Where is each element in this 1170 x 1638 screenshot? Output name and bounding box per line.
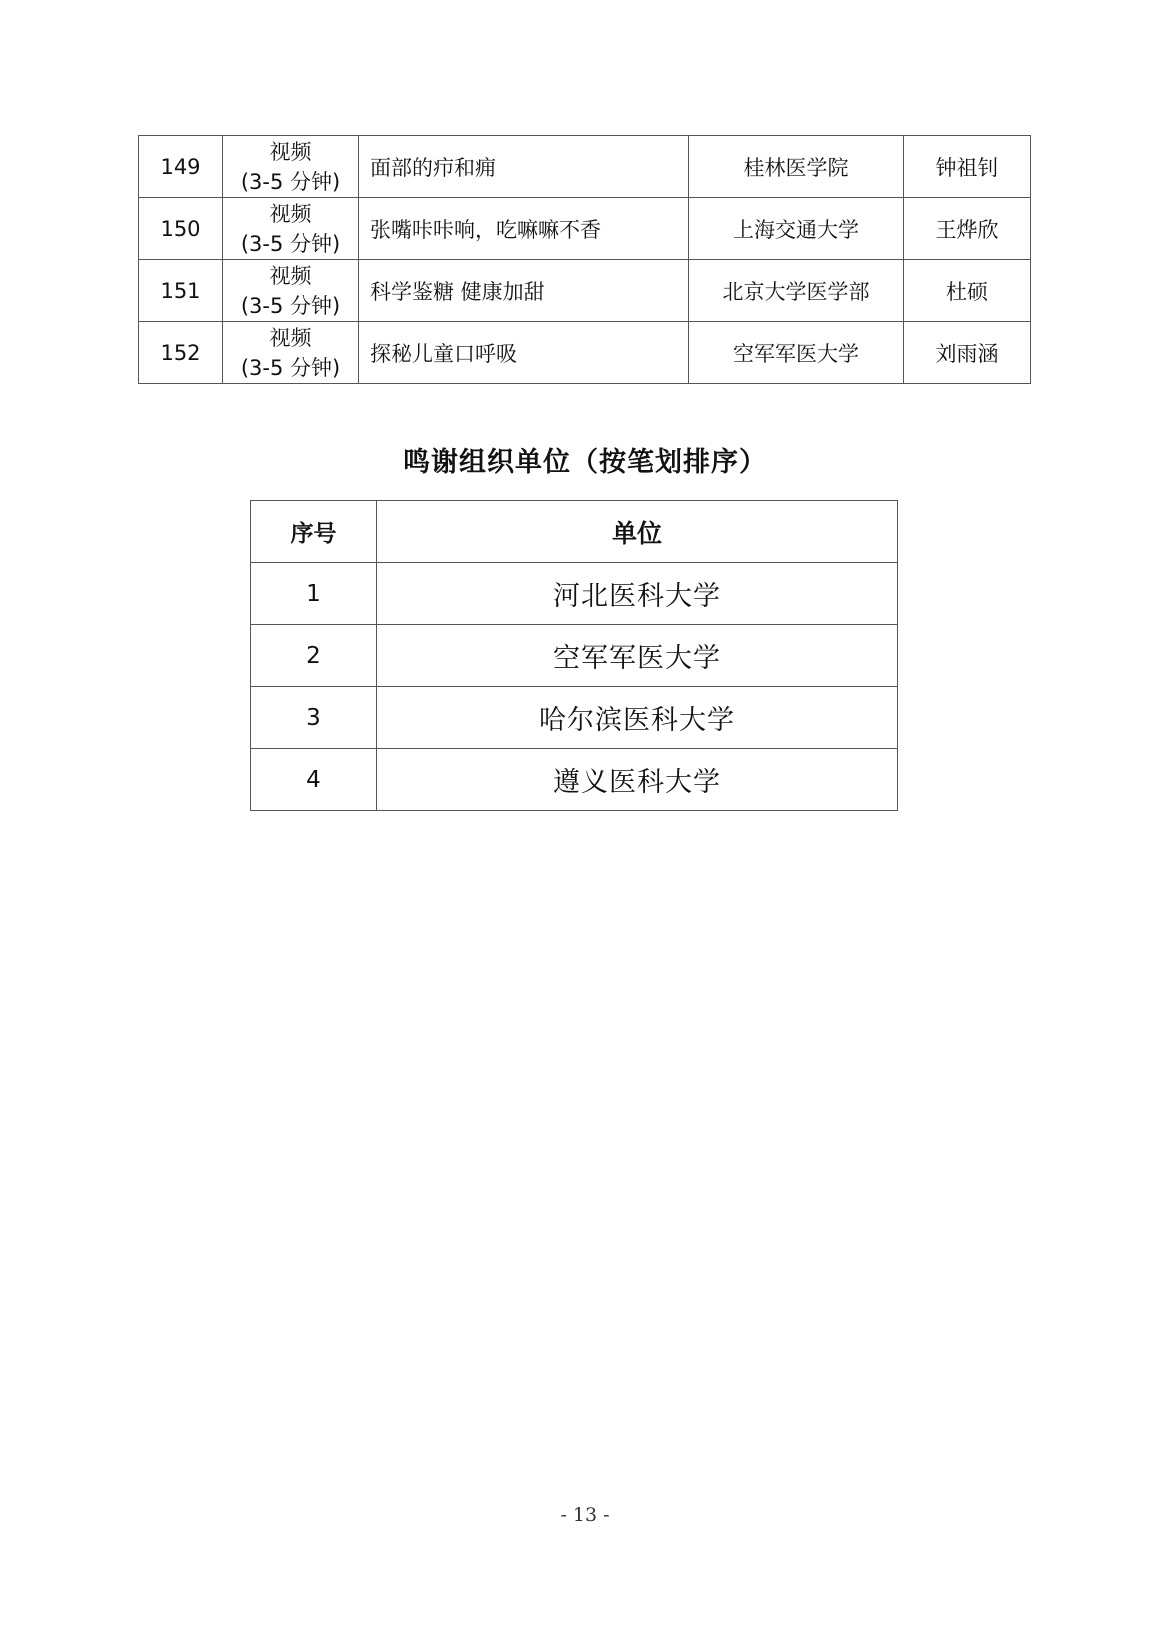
row-seq: 2 xyxy=(251,625,377,687)
entry-type xyxy=(223,136,359,198)
thanks-table xyxy=(250,500,898,811)
table-row xyxy=(139,322,1031,384)
column-header-unit: 单位 xyxy=(377,501,898,563)
entry-title: 科学鉴糖 健康加甜 xyxy=(359,260,689,322)
entry-organization: 北京大学医学部 xyxy=(689,260,904,322)
entry-type xyxy=(223,322,359,384)
entry-author: 钟祖钊 xyxy=(904,136,1031,198)
entry-type-line2: (3-5 分钟) xyxy=(240,231,341,256)
row-number: 152 xyxy=(139,322,223,384)
row-seq: 3 xyxy=(251,687,377,749)
row-seq: 4 xyxy=(251,749,377,811)
row-unit: 遵义医科大学 xyxy=(377,749,898,811)
row-unit: 空军军医大学 xyxy=(377,625,898,687)
entry-type-line1: 视频 xyxy=(269,263,312,288)
entry-type xyxy=(223,260,359,322)
entry-type-line2: (3-5 分钟) xyxy=(240,355,341,380)
entry-author: 杜硕 xyxy=(904,260,1031,322)
row-number: 150 xyxy=(139,198,223,260)
entry-type xyxy=(223,198,359,260)
entry-type-line2: (3-5 分钟) xyxy=(240,169,341,194)
table-row xyxy=(251,563,898,625)
entry-type-line2: (3-5 分钟) xyxy=(240,293,341,318)
table-row xyxy=(251,687,898,749)
entry-title: 探秘儿童口呼吸 xyxy=(359,322,689,384)
entry-organization: 空军军医大学 xyxy=(689,322,904,384)
table-row xyxy=(139,136,1031,198)
entry-organization: 上海交通大学 xyxy=(689,198,904,260)
table-row xyxy=(251,625,898,687)
row-unit: 河北医科大学 xyxy=(377,563,898,625)
column-header-seq: 序号 xyxy=(251,501,377,563)
entry-type-line1: 视频 xyxy=(269,139,312,164)
entry-author: 王烨欣 xyxy=(904,198,1031,260)
row-number: 151 xyxy=(139,260,223,322)
table-row xyxy=(139,260,1031,322)
entry-title: 面部的疖和痈 xyxy=(359,136,689,198)
row-number: 149 xyxy=(139,136,223,198)
entry-title: 张嘴咔咔响，吃嘛嘛不香 xyxy=(359,198,689,260)
entry-type-line1: 视频 xyxy=(269,201,312,226)
entry-type-line1: 视频 xyxy=(269,325,312,350)
row-seq: 1 xyxy=(251,563,377,625)
entry-organization: 桂林医学院 xyxy=(689,136,904,198)
awards-table xyxy=(138,135,1031,384)
table-header-row xyxy=(251,501,898,563)
table-row xyxy=(139,198,1031,260)
entry-author: 刘雨涵 xyxy=(904,322,1031,384)
row-unit: 哈尔滨医科大学 xyxy=(377,687,898,749)
table-row xyxy=(251,749,898,811)
page-number: - 13 - xyxy=(560,1504,610,1526)
thanks-section-title: 鸣谢组织单位（按笔划排序） xyxy=(403,447,767,478)
